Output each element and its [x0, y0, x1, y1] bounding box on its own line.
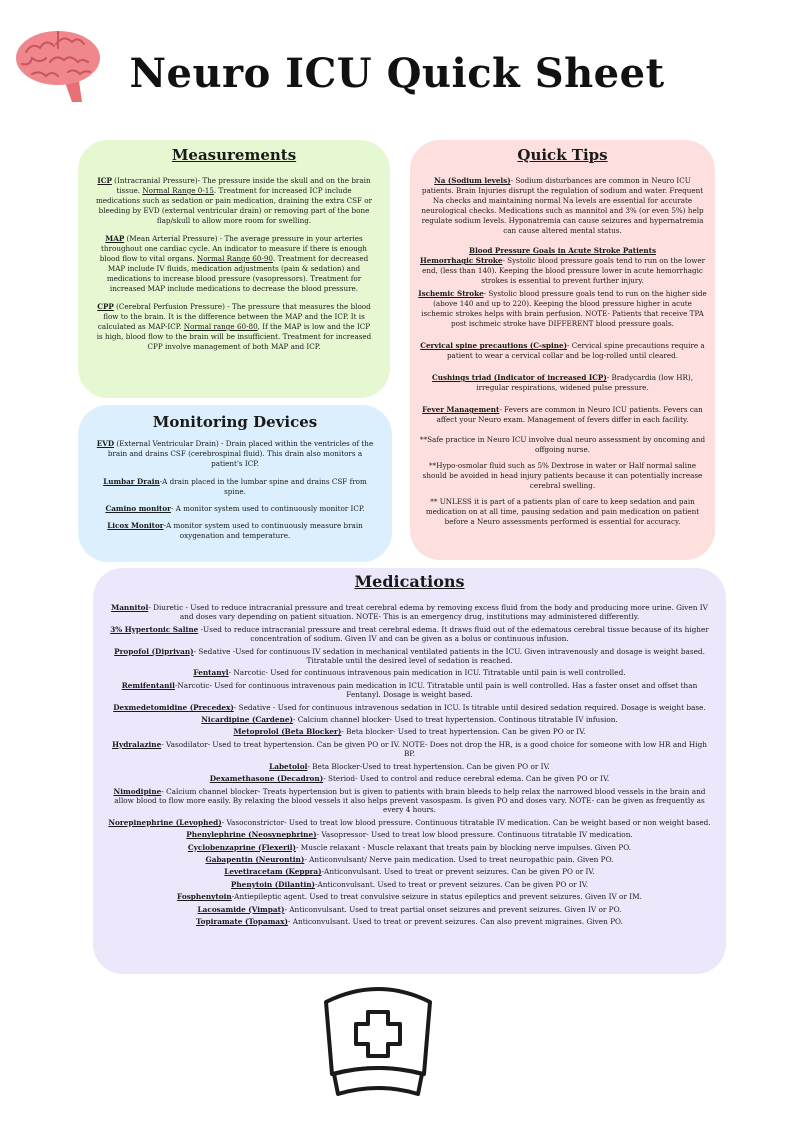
medication-item — [107, 727, 712, 736]
medication-description: - Sedative - Used for continuous intravenous sedation in ICU. Is titrable until desired sedation required. Dosage is weight base. — [233, 702, 706, 712]
icp-entry: ICP (Intracranial Pressure)- The pressure inside the skull and on the brain tissue. Normal Range 0-15. Treatment for increased ICP include medications such as sedation or pain medication, draining the extra CSF or bleeding by EVD (external ventricular drain) or removing part of the bone flap/skull to allow more room for swelling. — [95, 176, 373, 225]
medication-item — [107, 625, 712, 644]
medication-name: Norepinephrine (Levophed) — [108, 817, 222, 827]
bp-goals-heading: Blood Pressure Goals in Acute Stroke Patients — [469, 246, 656, 255]
medication-name: Metoprolol (Beta Blocker) — [233, 727, 342, 737]
measurements-panel — [78, 140, 390, 398]
medication-description: - Steriod- Used to control and reduce cerebral edema. Can be given PO or IV. — [323, 774, 610, 784]
medication-name: Labetolol — [269, 761, 308, 771]
medication-name: 3% Hypertonic Saline — [110, 624, 199, 634]
note-dual-assessment: **Safe practice in Neuro ICU involve dual neuro assessment by oncoming and offgoing nurse. — [419, 435, 706, 454]
monitoring-title: Monitoring Devices — [152, 413, 318, 431]
medication-name: Dexamethasone (Decadron) — [209, 774, 324, 784]
medication-description: - Narcotic- Used for continuous intravenous pain medication in ICU. Titratable until pain is well controlled. — [228, 668, 626, 678]
medication-description: -Narcotic- Used for continuous intravenous pain medication in ICU. Titratable until pain is well controlled. Has a faster onset and offset than Fentanyl. Dosage is weight based. — [174, 680, 698, 700]
medication-description: -Used to reduce intracranial pressure and treat cerebral edema. It draws fluid out of the edematous cerebral tissue because of its higher concentration of sodium. Given IV and can be given as a bolus or continuous infusion. — [198, 624, 709, 644]
medication-description: - Calcium channel blocker- Treats hypertension but is given to patients with brain bleeds to help relax the narrowed blood vessels in the brain and allow blood to flow more easily. By relaxing the blood vessels it also helps prevent vasospasm. Is given PO and doses vary. NOTE- can be given as frequently as every 4 hours. — [114, 786, 706, 815]
medication-item — [107, 668, 712, 677]
medication-name: Phenylephrine (Neosynephrine) — [186, 830, 317, 840]
hemorrhagic-entry: Hemorrhagic Stroke- Systolic blood pressure goals tend to run on the lower end, (less than 140). Keeping the blood pressure lower in acute hemorrhagic strokes is essential to prevent further injury. — [419, 256, 706, 285]
cspine-entry: Cervical spine precautions (C-spine)- Cervical spine precautions require a patient to wear a cervical collar and be log-rolled until cleared. — [420, 341, 705, 360]
medication-name: Remifentanil — [121, 680, 175, 690]
medication-item — [107, 905, 712, 914]
lumbar-drain-entry: Lumbar Drain-A drain placed in the lumbar spine and drains CSF from spine. — [103, 477, 367, 496]
medication-description: - Vasopressor- Used to treat low blood pressure. Continuous titratable IV medication. — [316, 830, 633, 840]
evd-entry: EVD (External Ventricular Drain) - Drain placed within the ventricles of the brain and drains CSF (cerebrospinal fluid). This drain also monitors a patient's ICP. — [96, 439, 374, 468]
medication-item — [107, 855, 712, 864]
medication-description: - Vasoconstrictor- Used to treat low blood pressure. Continuous titratable IV medication. Can be weight based or non weight based. — [221, 817, 711, 827]
nurse-cap-icon — [318, 982, 438, 1100]
licox-entry: Licox Monitor-A monitor system used to continuously measure brain oxygenation and temperature. — [107, 521, 363, 540]
medications-panel — [93, 568, 726, 974]
medication-name: Levetiracetam (Keppra) — [224, 867, 322, 877]
note-sedation: ** UNLESS it is part of a patients plan of care to keep sedation and pain medication on at all time, pausing sedation and pain medication on patient before a Neuro assessments performed is essential for accuracy. — [425, 497, 700, 526]
measurements-title: Measurements — [171, 146, 297, 164]
medication-item — [107, 715, 712, 724]
camino-entry: Camino monitor- A monitor system used to continuously monitor ICP. — [105, 504, 365, 513]
medication-item — [107, 762, 712, 771]
quick-tips-panel — [410, 140, 715, 560]
medication-item — [107, 774, 712, 783]
note-hypo-osmolar: **Hypo-osmolar fluid such as 5% Dextrose in water or Half normal saline should be avoided in head injury patients because it can potentially increase cerebral swelling. — [422, 461, 703, 490]
medication-name: Mannitol — [111, 603, 149, 612]
medication-item — [107, 867, 712, 876]
medications-list — [107, 603, 712, 926]
quick-tips-title: Quick Tips — [517, 146, 608, 164]
medication-item — [107, 917, 712, 926]
medication-item — [107, 703, 712, 712]
medication-item — [107, 681, 712, 700]
medication-name: Topiramate (Topamax) — [196, 916, 288, 926]
medication-name: Cyclobenzaprine (Flexeril) — [187, 842, 296, 852]
monitoring-panel — [78, 405, 392, 562]
medication-item — [107, 830, 712, 839]
medication-description: -Antiepileptic agent. Used to treat convulsive seizure in status epileptics and prevent seizures. Given IV or IM. — [231, 892, 642, 902]
medication-description: - Anticonvulsant. Used to treat or prevent seizures. Can also prevent migraines. Given PO. — [287, 916, 623, 926]
medication-item — [107, 880, 712, 889]
medication-description: - Calcium channel blocker- Used to treat hypertension. Continous titratable IV infusion. — [292, 715, 618, 725]
medication-name: Gabapentin (Neurontin) — [205, 854, 305, 864]
medication-description: -Anticonvulsant. Used to treat or prevent seizures. Can be given PO or IV. — [314, 879, 589, 889]
medication-description: - Diuretic - Used to reduce intracranial pressure and treat cerebral edema by removing excess fluid from the body and producing more urine. Given IV and doses vary depending on patient situation. NOTE- This is an emergency drug, institutions may administered differently. — [148, 603, 708, 622]
medication-name: Phenytoin (Dilantin) — [230, 879, 315, 889]
medication-name: Nimodipine — [113, 786, 162, 796]
medication-name: Fosphenytoin — [177, 892, 232, 902]
medications-title: Medications — [354, 572, 465, 591]
ischemic-entry: Ischemic Stroke- Systolic blood pressure goals tend to run on the higher side (above 140 and up to 220). Keeping the blood pressure higher in acute ischemic strokes helps with brain perfusion. NOTE- Patients that receive TPA post ischmeic stroke have DIFFERENT blood pressure goals. — [418, 289, 707, 328]
medication-item — [107, 818, 712, 827]
medication-description: - Anticonvulsant. Used to treat partial onset seizures and prevent seizures. Given IV or PO. — [284, 904, 622, 914]
medication-description: - Beta Blocker-Used to treat hypertension. Can be given PO or IV. — [307, 761, 550, 771]
map-entry: MAP (Mean Arterial Pressure) - The average pressure in your arteries throughout one cardiac cycle. An indicator to measure if there is enough blood flow to vital organs. Normal Range 60-90. Treatment for decreased MAP include IV fluids, medication adjustments (pain & sedation) and medications to increase blood pressure (vasopressors). Treatment for increased MAP include medications to decrease the blood pressure. — [99, 234, 369, 293]
medication-item — [107, 787, 712, 815]
medication-item — [107, 740, 712, 759]
medication-item — [107, 603, 712, 622]
cpp-entry: CPP (Cerebral Perfusion Pressure) - The pressure that measures the blood flow to the brain. It is the difference between the MAP and the ICP. It is calculated as MAP-ICP. Normal range 60-80, If the MAP is low and the ICP is high, blood flow to the brain will be insufficient. Treatment for increased CPP involve management of both MAP and ICP. — [96, 302, 372, 351]
page-title: Neuro ICU Quick Sheet — [129, 50, 665, 97]
medication-description: -Anticonvulsant. Used to treat or prevent seizures. Can be given PO or IV. — [321, 867, 595, 877]
medication-description: - Muscle relaxant - Muscle relaxant that treats pain by blocking nerve impulses. Given PO. — [295, 842, 632, 852]
medication-name: Lacosamide (Vimpat) — [197, 904, 285, 914]
medication-item — [107, 843, 712, 852]
medication-name: Nicardipine (Cardene) — [201, 715, 293, 725]
medication-description: - Sedative -Used for continuous IV sedation in mechanical ventilated patients in the ICU. Given intravenously and dosage is weight based. Titratable until the desired level of sedation is reached. — [193, 646, 705, 666]
sodium-entry: Na (Sodium levels)- Sodium disturbances are common in Neuro ICU patients. Brain Injuries disrupt the regulation of sodium and water. Frequent Na checks and maintaining normal Na levels are essential for accurate neurological checks. Medications such as mannitol and 3% (or even 5%) help regulate sodium levels. Hyponatremia can cause seizures and hypernatremia can cause altered mental status. — [421, 176, 704, 235]
medication-name: Dexmedetomidine (Precedex) — [113, 702, 234, 712]
medication-description: - Beta blocker- Used to treat hypertension. Can be given PO or IV. — [341, 727, 586, 737]
medication-description: - Anticonvulsant/ Nerve pain medication. Used to treat neuropathic pain. Given PO. — [304, 854, 614, 864]
medication-description: - Vasodilator- Used to treat hypertension. Can be given PO or IV. NOTE- Does not drop the HR, is a good choice for someone with low HR and High BP. — [161, 739, 707, 759]
fever-entry: Fever Management- Fevers are common in Neuro ICU patients. Fevers can affect your Neuro exam. Management of fevers differ in each facility. — [422, 405, 703, 424]
medication-item — [107, 647, 712, 666]
medication-item — [107, 892, 712, 901]
medication-name: Hydralazine — [112, 739, 162, 749]
medication-name: Fentanyl — [193, 668, 229, 678]
cushings-entry: Cushings triad (Indicator of increased ICP)- Bradycardia (low HR), irregular respirations, widened pulse pressure. — [432, 373, 693, 392]
medication-name: Propofol (Diprivan) — [114, 646, 194, 656]
